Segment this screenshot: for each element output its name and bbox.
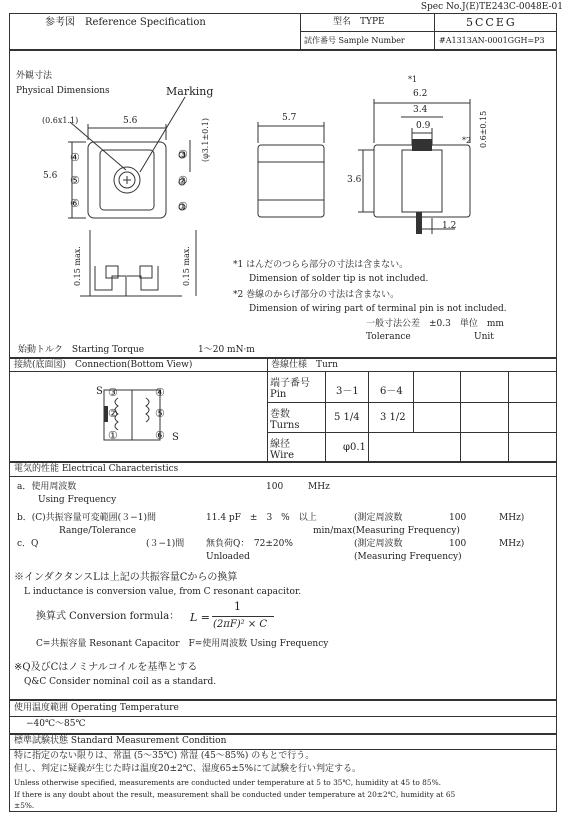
standard-line-5: ±5%. bbox=[14, 801, 35, 810]
marking-label: Marking bbox=[166, 85, 214, 98]
turns-label-en: Turns bbox=[270, 420, 300, 431]
dim-3.4: 3.4 bbox=[413, 105, 428, 115]
note1-en: Dimension of solder tip is not included. bbox=[249, 274, 429, 284]
pin-label-jp: 端子番号 bbox=[270, 378, 310, 389]
c-sub-right: (Measuring Frequency) bbox=[354, 552, 462, 562]
pin-value-1: 3－1 bbox=[336, 386, 359, 397]
type-label: 型名 TYPE bbox=[333, 17, 385, 27]
dim-phi3.1: (φ3.1±0.1) bbox=[201, 118, 210, 162]
type-value: 5CCEG bbox=[466, 16, 517, 29]
note2-en: Dimension of wiring part of terminal pin is not included. bbox=[249, 304, 507, 314]
c-unit: MHz) bbox=[499, 539, 525, 549]
connection-s-top: S bbox=[96, 386, 103, 397]
b-value: 11.4 pF ± 3 % 以上 bbox=[206, 513, 317, 523]
electrical-title: 電気的性能 Electrical Characteristics bbox=[14, 464, 179, 474]
wire-label-en: Wire bbox=[270, 450, 294, 461]
tolerance-en: Tolerance bbox=[366, 332, 411, 342]
b-sub-en: Range/Tolerance bbox=[59, 526, 137, 536]
tolerance-jp: 一般寸法公差 ±0.3 単位 mm bbox=[366, 319, 504, 329]
sample-number-value: #A1313AN-0001GGH=P3 bbox=[439, 36, 545, 45]
connection-title: 接続(底面図) Connection(Bottom View) bbox=[14, 360, 193, 370]
dim-5.6-left: 5.6 bbox=[43, 171, 58, 181]
pin-label-en: Pin bbox=[270, 389, 287, 400]
dim-3.6: 3.6 bbox=[347, 175, 362, 185]
pin-value-2: 6－4 bbox=[380, 386, 403, 397]
conn-pin-2: ② bbox=[108, 407, 118, 420]
turn-title: 巻線仕様 Turn bbox=[271, 360, 338, 370]
dim-0.9: 0.9 bbox=[416, 121, 431, 131]
standard-condition-title: 標準試験状態 Standard Measurement Condition bbox=[14, 736, 227, 746]
dim-0.6-tol: 0.6±0.15 bbox=[479, 110, 488, 148]
operating-temperature-title: 使用温度範囲 Operating Temperature bbox=[14, 703, 179, 713]
a-unit: MHz bbox=[308, 482, 330, 492]
wire-label-jp: 線径 bbox=[270, 439, 290, 450]
inductance-note-en: L inductance is conversion value, from C resonant capacitor. bbox=[24, 587, 302, 597]
b-unit: MHz) bbox=[499, 513, 525, 523]
turns-value-1: 5 1/4 bbox=[334, 412, 360, 423]
unit-en: Unit bbox=[474, 332, 494, 342]
note1-jp: *1 はんだのつらら部分の寸法は含まない。 bbox=[233, 260, 409, 270]
a-label-en: Using Frequency bbox=[38, 495, 117, 505]
pin-4: ④ bbox=[70, 151, 80, 164]
standard-line-3: Unless otherwise specified, measurements are conducted under temperature at 5 to 35℃, humidity at 45 to 85%. bbox=[14, 778, 441, 787]
sample-number-label: 試作番号 Sample Number bbox=[304, 36, 405, 45]
physical-dimensions-title-jp: 外観寸法 bbox=[16, 71, 53, 81]
turns-value-2: 3 1/2 bbox=[380, 412, 406, 423]
standard-line-2: 但し、判定に疑義が生じた時は温度20±2℃、湿度65±5%にて試験を行い判定する。 bbox=[14, 764, 362, 774]
dim-1.2: 1.2 bbox=[442, 221, 457, 231]
b-freq: 100 bbox=[449, 513, 467, 523]
dim-star1: *1 bbox=[408, 75, 418, 84]
conn-pin-3: ③ bbox=[108, 386, 118, 399]
b-sub-right: min/max(Measuring Frequency) bbox=[313, 526, 460, 536]
wire-value: φ0.1 bbox=[343, 442, 366, 453]
formula-numerator: 1 bbox=[234, 600, 241, 613]
inductance-note-jp: ※インダクタンスLは上記の共振容量Cからの換算 bbox=[14, 572, 238, 583]
formula-lhs: L = bbox=[190, 611, 211, 624]
dim-0.15-max-right: 0.15 max. bbox=[182, 246, 191, 286]
c-value: 無負荷Q： 72±20% bbox=[206, 539, 293, 549]
reference-title: 参考図 Reference Specification bbox=[45, 17, 206, 28]
dim-6.2: 6.2 bbox=[413, 89, 428, 99]
c-pins: (３−1)間 bbox=[146, 539, 185, 549]
pin-5: ⑤ bbox=[70, 174, 80, 187]
formula-legend: C=共振容量 Resonant Capacitor F=使用周波数 Using Frequency bbox=[36, 639, 329, 649]
c-cond: (測定周波数 bbox=[354, 539, 403, 549]
dim-5.7: 5.7 bbox=[282, 113, 297, 123]
physical-dimensions-title-en: Physical Dimensions bbox=[16, 86, 110, 96]
dim-0.15-max-left: 0.15 max. bbox=[73, 246, 82, 286]
pin-2: ② bbox=[178, 174, 188, 187]
formula-denominator: (2πF)² × C bbox=[213, 619, 268, 630]
pin-1: ① bbox=[178, 200, 188, 213]
c-unloaded: Unloaded bbox=[206, 552, 250, 562]
standard-line-1: 特に指定のない限りは、常温 (5～35℃) 常湿 (45～85%) のもとで行う。 bbox=[14, 751, 315, 761]
a-value: 100 bbox=[266, 482, 284, 492]
operating-temperature-value: −40℃～85℃ bbox=[26, 719, 86, 729]
a-label: a．使用周波数 bbox=[17, 482, 77, 492]
c-freq: 100 bbox=[449, 539, 467, 549]
dim-0.6x1.1: (0.6x1.1) bbox=[42, 116, 79, 125]
dim-star2: *2 bbox=[462, 136, 472, 145]
pin-3: ③ bbox=[178, 148, 188, 161]
c-label: c．Q bbox=[17, 539, 39, 549]
conn-pin-5: ⑤ bbox=[155, 407, 165, 420]
pin-6: ⑥ bbox=[70, 197, 80, 210]
turns-label-jp: 巻数 bbox=[270, 409, 290, 420]
conn-pin-1: ① bbox=[108, 429, 118, 442]
qc-note-en: Q&C Consider nominal coil as a standard. bbox=[24, 677, 217, 687]
formula-label: 換算式 Conversion formula： bbox=[36, 611, 180, 622]
conn-pin-6: ⑥ bbox=[155, 429, 165, 442]
qc-note-jp: ※Q及びCはノミナルコイルを基準とする bbox=[14, 662, 198, 673]
standard-line-4: If there is any doubt about the result, measurement shall be conducted under temperature at 20±2℃, humidity at 65 bbox=[14, 790, 456, 799]
conn-pin-4: ④ bbox=[155, 386, 165, 399]
dim-5.6-top: 5.6 bbox=[123, 116, 138, 126]
b-label: b．(C)共振容量可変範囲(３−1)間 bbox=[17, 513, 156, 523]
starting-torque-label: 始動トルク Starting Torque bbox=[18, 345, 145, 355]
note2-jp: *2 巻線のからげ部分の寸法は含まない。 bbox=[233, 290, 400, 300]
spec-number: Spec No.J(E)TE243C-0048E-01 bbox=[420, 2, 563, 12]
starting-torque-value: 1～20 mN·m bbox=[198, 345, 255, 355]
connection-s-bottom: S bbox=[172, 432, 179, 443]
b-cond: (測定周波数 bbox=[354, 513, 403, 523]
